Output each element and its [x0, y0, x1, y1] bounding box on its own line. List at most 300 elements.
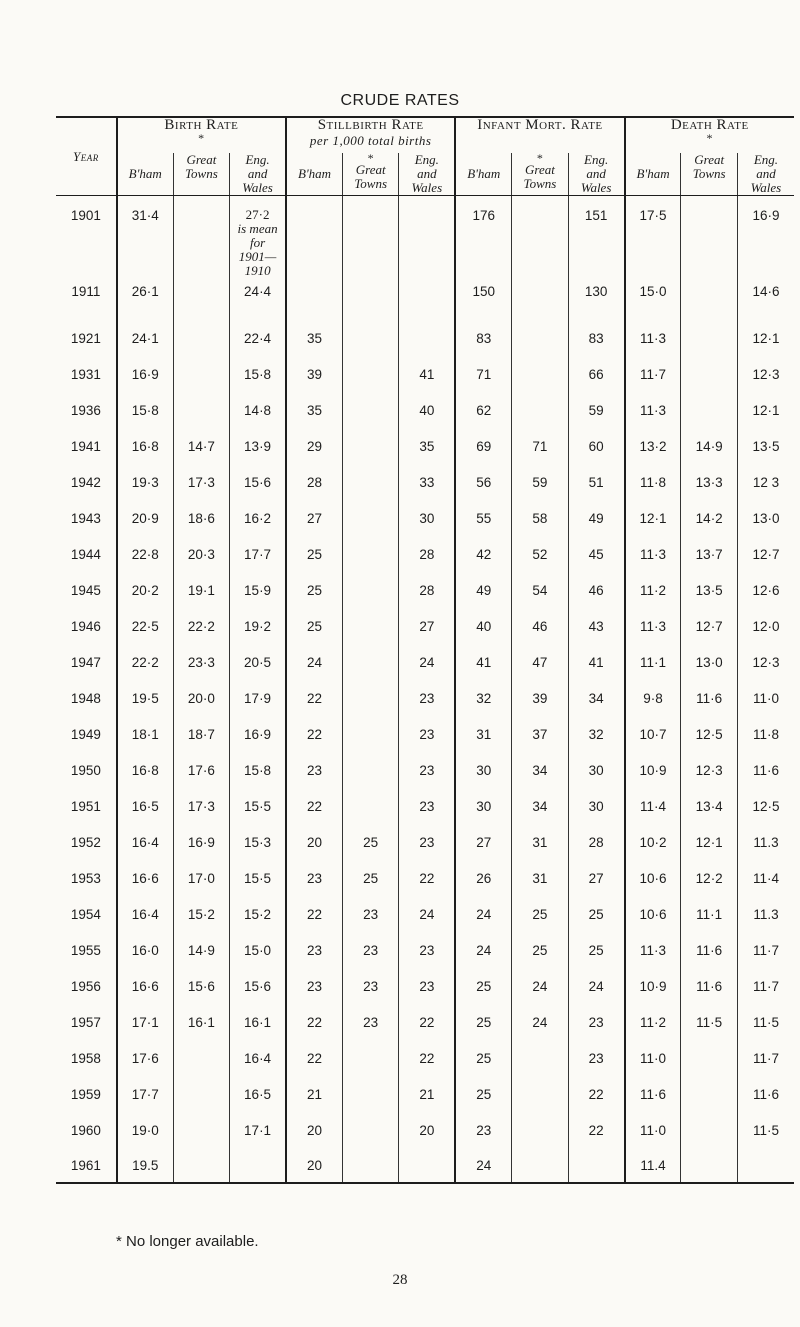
- page-title: CRUDE RATES: [340, 92, 460, 109]
- cell-infant-eng-wales: [568, 1148, 624, 1183]
- cell-year: 1950: [70, 762, 101, 778]
- cell-infant-eng-wales: 49: [568, 500, 624, 536]
- cell-still-great-towns: 23: [342, 1004, 398, 1040]
- cell-still-eng-wales: 23: [399, 968, 455, 1004]
- cell-infant-bham: 31: [455, 716, 511, 752]
- cell-death-bham: 11·3: [625, 536, 681, 572]
- cell-death-eng-wales: 12·1: [737, 320, 794, 356]
- cell-death-eng-wales: 11·5: [737, 1112, 794, 1148]
- cell-death-eng-wales: 12·5: [737, 788, 794, 824]
- cell-death-eng-wales: 11·7: [737, 968, 794, 1004]
- cell-infant-bham: 83: [455, 320, 511, 356]
- cell-death-great-towns: [681, 320, 737, 356]
- cell-birth-eng-wales: 17·7: [230, 536, 286, 572]
- cell-death-eng-wales: 11.3: [737, 824, 794, 860]
- cell-birth-bham: 31·4: [117, 196, 173, 283]
- cell-death-eng-wales: 11·5: [737, 1004, 794, 1040]
- table-row: [56, 752, 794, 788]
- cell-death-great-towns: 11·6: [681, 680, 737, 716]
- cell-infant-eng-wales: 83: [568, 320, 624, 356]
- cell-birth-bham: 26·1: [117, 282, 173, 320]
- cell-death-bham: 12·1: [625, 500, 681, 536]
- cell-death-great-towns: 13·7: [681, 536, 737, 572]
- cell-birth-eng-wales: 20·5: [230, 644, 286, 680]
- cell-birth-eng-wales: 14·8: [230, 392, 286, 428]
- cell-infant-great-towns: 34: [512, 788, 568, 824]
- year-header: Year: [56, 117, 117, 196]
- cell-death-great-towns: [681, 282, 737, 320]
- cell-birth-great-towns: 23·3: [173, 644, 229, 680]
- cell-still-great-towns: [342, 392, 398, 428]
- cell-still-great-towns: [342, 680, 398, 716]
- cell-birth-great-towns: [173, 392, 229, 428]
- cell-birth-great-towns: [173, 1040, 229, 1076]
- cell-infant-bham: 71: [455, 356, 511, 392]
- cell-death-eng-wales: 12·3: [737, 644, 794, 680]
- cell-birth-eng-wales: 15·0: [230, 932, 286, 968]
- cell-still-eng-wales: 22: [399, 860, 455, 896]
- cell-year: 1921: [70, 330, 101, 346]
- cell-infant-bham: 56: [455, 464, 511, 500]
- cell-death-great-towns: [681, 1040, 737, 1076]
- cell-death-eng-wales: 11·4: [737, 860, 794, 896]
- table-row: [56, 608, 794, 644]
- cell-birth-bham: 17·7: [117, 1076, 173, 1112]
- cell-infant-eng-wales: 27: [568, 860, 624, 896]
- cell-still-eng-wales: 30: [399, 500, 455, 536]
- cell-birth-eng-wales: 16·5: [230, 1076, 286, 1112]
- cell-still-great-towns: [342, 644, 398, 680]
- cell-death-eng-wales: 12·3: [737, 356, 794, 392]
- cell-infant-eng-wales: 30: [568, 752, 624, 788]
- cell-still-bham: 29: [286, 428, 342, 464]
- cell-still-great-towns: [342, 1076, 398, 1112]
- cell-infant-great-towns: [512, 196, 568, 283]
- cell-still-great-towns: [342, 356, 398, 392]
- table-row: [56, 1112, 794, 1148]
- cell-year: 1941: [70, 438, 101, 454]
- cell-year: 1942: [70, 474, 101, 490]
- cell-birth-great-towns: 17·6: [173, 752, 229, 788]
- note-line: for: [249, 235, 266, 250]
- cell-death-great-towns: 11·6: [681, 932, 737, 968]
- cell-infant-bham: 32: [455, 680, 511, 716]
- cell-death-great-towns: 14·9: [681, 428, 737, 464]
- cell-birth-eng-wales: 15·8: [230, 752, 286, 788]
- table-row: [56, 428, 794, 464]
- cell-infant-eng-wales: 32: [568, 716, 624, 752]
- cell-still-eng-wales: 20: [399, 1112, 455, 1148]
- cell-infant-bham: 24: [455, 1148, 511, 1183]
- cell-year: 1955: [70, 942, 101, 958]
- cell-infant-eng-wales: 66: [568, 356, 624, 392]
- cell-still-eng-wales: 24: [399, 644, 455, 680]
- cell-still-great-towns: 25: [342, 824, 398, 860]
- cell-still-bham: 25: [286, 608, 342, 644]
- cell-birth-eng-wales: 16·9: [230, 716, 286, 752]
- cell-infant-eng-wales: 25: [568, 932, 624, 968]
- table-row: [56, 1148, 794, 1183]
- cell-infant-great-towns: 59: [512, 464, 568, 500]
- cell-year: 1936: [70, 402, 101, 418]
- cell-birth-bham: 16·4: [117, 824, 173, 860]
- cell-still-bham: 28: [286, 464, 342, 500]
- cell-death-bham: 13·2: [625, 428, 681, 464]
- sub-header-row: [56, 153, 794, 196]
- col-still-great-towns: * Great Towns: [342, 153, 398, 196]
- cell-infant-eng-wales: 43: [568, 608, 624, 644]
- cell-still-bham: 20: [286, 824, 342, 860]
- cell-infant-great-towns: 39: [512, 680, 568, 716]
- cell-death-great-towns: 11·1: [681, 896, 737, 932]
- cell-birth-bham: 16·9: [117, 356, 173, 392]
- cell-death-bham: 11·7: [625, 356, 681, 392]
- col-death-great-towns: Great Towns: [681, 153, 737, 196]
- cell-still-great-towns: 25: [342, 860, 398, 896]
- group-header-row: [56, 117, 794, 153]
- cell-birth-eng-wales: 13·9: [230, 428, 286, 464]
- cell-year: 1943: [70, 510, 101, 526]
- cell-birth-eng-wales: 17·1: [230, 1112, 286, 1148]
- cell-death-eng-wales: [737, 1148, 794, 1183]
- birth-rate-header: Birth Rate *: [117, 117, 286, 153]
- cell-death-eng-wales: 12·6: [737, 572, 794, 608]
- cell-infant-great-towns: 24: [512, 968, 568, 1004]
- table-row: [56, 500, 794, 536]
- cell-death-great-towns: 12·7: [681, 608, 737, 644]
- cell-infant-great-towns: 24: [512, 1004, 568, 1040]
- cell-infant-great-towns: [512, 1040, 568, 1076]
- cell-death-bham: 10·2: [625, 824, 681, 860]
- table-row: [56, 716, 794, 752]
- cell-death-bham: 10·6: [625, 860, 681, 896]
- cell-infant-bham: 40: [455, 608, 511, 644]
- cell-still-bham: 35: [286, 320, 342, 356]
- cell-birth-bham: 16·0: [117, 932, 173, 968]
- cell-still-eng-wales: [399, 1148, 455, 1183]
- cell-still-eng-wales: 35: [399, 428, 455, 464]
- cell-death-great-towns: [681, 392, 737, 428]
- cell-still-eng-wales: 22: [399, 1004, 455, 1040]
- cell-infant-bham: 55: [455, 500, 511, 536]
- cell-death-eng-wales: 13·0: [737, 500, 794, 536]
- cell-infant-great-towns: [512, 282, 568, 320]
- cell-still-eng-wales: 27: [399, 608, 455, 644]
- cell-birth-bham: 19·0: [117, 1112, 173, 1148]
- cell-birth-great-towns: [173, 1112, 229, 1148]
- cell-death-eng-wales: 11·6: [737, 1076, 794, 1112]
- cell-death-great-towns: 14·2: [681, 500, 737, 536]
- cell-infant-eng-wales: 23: [568, 1004, 624, 1040]
- cell-birth-great-towns: 19·1: [173, 572, 229, 608]
- cell-still-bham: 24: [286, 644, 342, 680]
- cell-still-great-towns: [342, 428, 398, 464]
- cell-infant-bham: 30: [455, 752, 511, 788]
- table-row: [56, 680, 794, 716]
- cell-infant-bham: 25: [455, 968, 511, 1004]
- cell-year: 1944: [70, 546, 101, 562]
- cell-death-bham: 17·5: [625, 196, 681, 283]
- cell-death-bham: 11·6: [625, 1076, 681, 1112]
- cell-infant-eng-wales: 30: [568, 788, 624, 824]
- cell-still-great-towns: [342, 788, 398, 824]
- cell-infant-great-towns: 37: [512, 716, 568, 752]
- cell-infant-bham: 25: [455, 1040, 511, 1076]
- cell-still-great-towns: [342, 752, 398, 788]
- cell-birth-great-towns: 18·6: [173, 500, 229, 536]
- cell-infant-bham: 24: [455, 896, 511, 932]
- cell-death-bham: 11·3: [625, 320, 681, 356]
- cell-death-eng-wales: 14·6: [737, 282, 794, 320]
- cell-death-bham: 10·9: [625, 968, 681, 1004]
- cell-birth-great-towns: [173, 282, 229, 320]
- cell-birth-great-towns: 17·0: [173, 860, 229, 896]
- cell-year: 1951: [70, 798, 101, 814]
- cell-still-bham: 20: [286, 1112, 342, 1148]
- cell-birth-bham: 22·8: [117, 536, 173, 572]
- cell-infant-bham: 41: [455, 644, 511, 680]
- cell-infant-great-towns: 25: [512, 932, 568, 968]
- cell-infant-bham: 26: [455, 860, 511, 896]
- cell-still-great-towns: [342, 1040, 398, 1076]
- cell-death-eng-wales: 11.3: [737, 896, 794, 932]
- cell-birth-bham: 16·5: [117, 788, 173, 824]
- cell-infant-eng-wales: 51: [568, 464, 624, 500]
- cell-infant-great-towns: [512, 392, 568, 428]
- table-row: [56, 196, 794, 283]
- cell-birth-great-towns: 17·3: [173, 788, 229, 824]
- cell-still-bham: 39: [286, 356, 342, 392]
- cell-still-eng-wales: 23: [399, 824, 455, 860]
- cell-birth-eng-wales: [230, 1148, 286, 1183]
- page-number: 28: [392, 1272, 408, 1288]
- cell-birth-bham: 19·5: [117, 680, 173, 716]
- cell-still-bham: 25: [286, 536, 342, 572]
- cell-infant-eng-wales: 46: [568, 572, 624, 608]
- table-row: [56, 320, 794, 356]
- cell-still-eng-wales: 28: [399, 536, 455, 572]
- cell-infant-eng-wales: 22: [568, 1076, 624, 1112]
- cell-death-bham: 15·0: [625, 282, 681, 320]
- cell-still-eng-wales: 22: [399, 1040, 455, 1076]
- cell-death-great-towns: 12·1: [681, 824, 737, 860]
- cell-birth-eng-wales: 24·4: [230, 282, 286, 320]
- cell-still-great-towns: 23: [342, 896, 398, 932]
- cell-infant-great-towns: [512, 1076, 568, 1112]
- cell-death-great-towns: [681, 196, 737, 283]
- cell-birth-eng-wales: 16·4: [230, 1040, 286, 1076]
- cell-infant-great-towns: 34: [512, 752, 568, 788]
- cell-death-bham: 9·8: [625, 680, 681, 716]
- cell-birth-eng-wales: 15·5: [230, 860, 286, 896]
- cell-still-eng-wales: 21: [399, 1076, 455, 1112]
- note-line: is mean: [237, 221, 278, 236]
- cell-still-eng-wales: 33: [399, 464, 455, 500]
- cell-birth-bham: 22·5: [117, 608, 173, 644]
- cell-year: 1948: [70, 690, 101, 706]
- cell-still-eng-wales: [399, 196, 455, 283]
- cell-birth-eng-wales: 15·6: [230, 464, 286, 500]
- crude-rates-table: [56, 116, 794, 1184]
- cell-infant-great-towns: 25: [512, 896, 568, 932]
- cell-infant-great-towns: 46: [512, 608, 568, 644]
- cell-still-bham: 22: [286, 680, 342, 716]
- cell-still-bham: 35: [286, 392, 342, 428]
- table-row: [56, 860, 794, 896]
- cell-death-eng-wales: 12·1: [737, 392, 794, 428]
- table-row: [56, 392, 794, 428]
- cell-birth-bham: 17·1: [117, 1004, 173, 1040]
- col-birth-great-towns: Great Towns: [173, 153, 229, 196]
- table-row: [56, 1004, 794, 1040]
- col-birth-bham: B'ham: [117, 153, 173, 196]
- table-row: [56, 824, 794, 860]
- cell-birth-great-towns: 18·7: [173, 716, 229, 752]
- cell-birth-eng-wales: 16·1: [230, 1004, 286, 1040]
- cell-birth-eng-wales: 19·2: [230, 608, 286, 644]
- cell-birth-bham: 19·3: [117, 464, 173, 500]
- cell-still-eng-wales: 23: [399, 752, 455, 788]
- table-row: [56, 968, 794, 1004]
- cell-birth-bham: 16·6: [117, 968, 173, 1004]
- cell-birth-great-towns: 16·1: [173, 1004, 229, 1040]
- cell-still-great-towns: 23: [342, 932, 398, 968]
- cell-still-eng-wales: [399, 320, 455, 356]
- cell-still-bham: 22: [286, 716, 342, 752]
- cell-birth-great-towns: [173, 1148, 229, 1183]
- table-row: [56, 356, 794, 392]
- cell-death-bham: 11·3: [625, 392, 681, 428]
- cell-death-great-towns: [681, 356, 737, 392]
- cell-still-great-towns: [342, 572, 398, 608]
- cell-year: 1947: [70, 654, 101, 670]
- col-still-bham: B'ham: [286, 153, 342, 196]
- cell-still-great-towns: [342, 1112, 398, 1148]
- cell-birth-great-towns: 16·9: [173, 824, 229, 860]
- table-row: [56, 572, 794, 608]
- cell-death-eng-wales: 16·9: [737, 196, 794, 283]
- cell-still-eng-wales: 28: [399, 572, 455, 608]
- cell-still-eng-wales: [399, 282, 455, 320]
- cell-birth-bham: 18·1: [117, 716, 173, 752]
- cell-birth-great-towns: 14·7: [173, 428, 229, 464]
- cell-birth-eng-wales: 15·5: [230, 788, 286, 824]
- cell-still-great-towns: [342, 1148, 398, 1183]
- cell-birth-bham: 24·1: [117, 320, 173, 356]
- cell-birth-great-towns: 14·9: [173, 932, 229, 968]
- cell-still-great-towns: [342, 320, 398, 356]
- table-row: [56, 536, 794, 572]
- cell-birth-bham: 20·9: [117, 500, 173, 536]
- cell-death-eng-wales: 12·7: [737, 536, 794, 572]
- cell-year: 1931: [70, 366, 101, 382]
- cell-year: 1959: [70, 1086, 101, 1102]
- cell-death-eng-wales: 11·7: [737, 932, 794, 968]
- col-birth-eng-wales: Eng. and Wales: [230, 153, 286, 196]
- cell-infant-eng-wales: 60: [568, 428, 624, 464]
- cell-death-bham: 11·0: [625, 1112, 681, 1148]
- cell-year: 1901: [70, 208, 101, 223]
- cell-infant-bham: 42: [455, 536, 511, 572]
- cell-birth-eng-wales: 15·9: [230, 572, 286, 608]
- cell-year: 1956: [70, 978, 101, 994]
- cell-birth-eng-wales: 15·8: [230, 356, 286, 392]
- table-row: [56, 464, 794, 500]
- cell-death-eng-wales: 13·5: [737, 428, 794, 464]
- table-row: [56, 932, 794, 968]
- cell-still-bham: 21: [286, 1076, 342, 1112]
- cell-year: 1952: [70, 834, 101, 850]
- cell-still-bham: 22: [286, 1040, 342, 1076]
- cell-death-eng-wales: 12 3: [737, 464, 794, 500]
- cell-infant-great-towns: 54: [512, 572, 568, 608]
- table-row: [56, 1040, 794, 1076]
- stillbirth-subheader: per 1,000 total births: [309, 133, 432, 148]
- cell-still-eng-wales: 23: [399, 716, 455, 752]
- cell-birth-great-towns: 22·2: [173, 608, 229, 644]
- cell-still-great-towns: [342, 536, 398, 572]
- cell-infant-eng-wales: 59: [568, 392, 624, 428]
- cell-birth-eng-wales: 15·6: [230, 968, 286, 1004]
- cell-infant-bham: 176: [455, 196, 511, 283]
- cell-still-eng-wales: 23: [399, 788, 455, 824]
- cell-infant-eng-wales: 23: [568, 1040, 624, 1076]
- note-line: 1901—: [238, 249, 277, 264]
- cell-infant-eng-wales: 24: [568, 968, 624, 1004]
- cell-death-bham: 11·0: [625, 1040, 681, 1076]
- cell-birth-bham: 19.5: [117, 1148, 173, 1183]
- cell-still-bham: 27: [286, 500, 342, 536]
- cell-infant-great-towns: 47: [512, 644, 568, 680]
- cell-still-great-towns: [342, 464, 398, 500]
- cell-infant-bham: 24: [455, 932, 511, 968]
- cell-infant-eng-wales: 41: [568, 644, 624, 680]
- cell-infant-great-towns: 52: [512, 536, 568, 572]
- col-infant-great-towns: * Great Towns: [512, 153, 568, 196]
- cell-infant-eng-wales: 45: [568, 536, 624, 572]
- cell-death-bham: 10·7: [625, 716, 681, 752]
- cell-birth-eng-wales: 16·2: [230, 500, 286, 536]
- cell-still-bham: 23: [286, 860, 342, 896]
- cell-infant-eng-wales: 34: [568, 680, 624, 716]
- note-line: 1910: [244, 263, 271, 278]
- cell-death-eng-wales: 11·8: [737, 716, 794, 752]
- cell-infant-bham: 62: [455, 392, 511, 428]
- cell-year: 1960: [70, 1122, 101, 1138]
- cell-still-bham: 20: [286, 1148, 342, 1183]
- cell-death-bham: 11·3: [625, 608, 681, 644]
- cell-birth-great-towns: [173, 196, 229, 283]
- cell-infant-bham: 27: [455, 824, 511, 860]
- cell-birth-bham: 17·6: [117, 1040, 173, 1076]
- cell-infant-bham: 25: [455, 1004, 511, 1040]
- cell-birth-bham: 15·8: [117, 392, 173, 428]
- cell-still-bham: [286, 196, 342, 283]
- cell-infant-great-towns: 31: [512, 860, 568, 896]
- cell-infant-great-towns: [512, 356, 568, 392]
- col-still-eng-wales: Eng. and Wales: [399, 153, 455, 196]
- cell-infant-eng-wales: 25: [568, 896, 624, 932]
- cell-infant-eng-wales: 151: [568, 196, 624, 283]
- cell-death-bham: 11·4: [625, 788, 681, 824]
- cell-birth-great-towns: 17·3: [173, 464, 229, 500]
- cell-still-great-towns: [342, 196, 398, 283]
- cell-still-great-towns: 23: [342, 968, 398, 1004]
- cell-birth-eng-wales: 15·3: [230, 824, 286, 860]
- cell-still-eng-wales: 41: [399, 356, 455, 392]
- cell-death-bham: 10·9: [625, 752, 681, 788]
- cell-year: 1949: [70, 726, 101, 742]
